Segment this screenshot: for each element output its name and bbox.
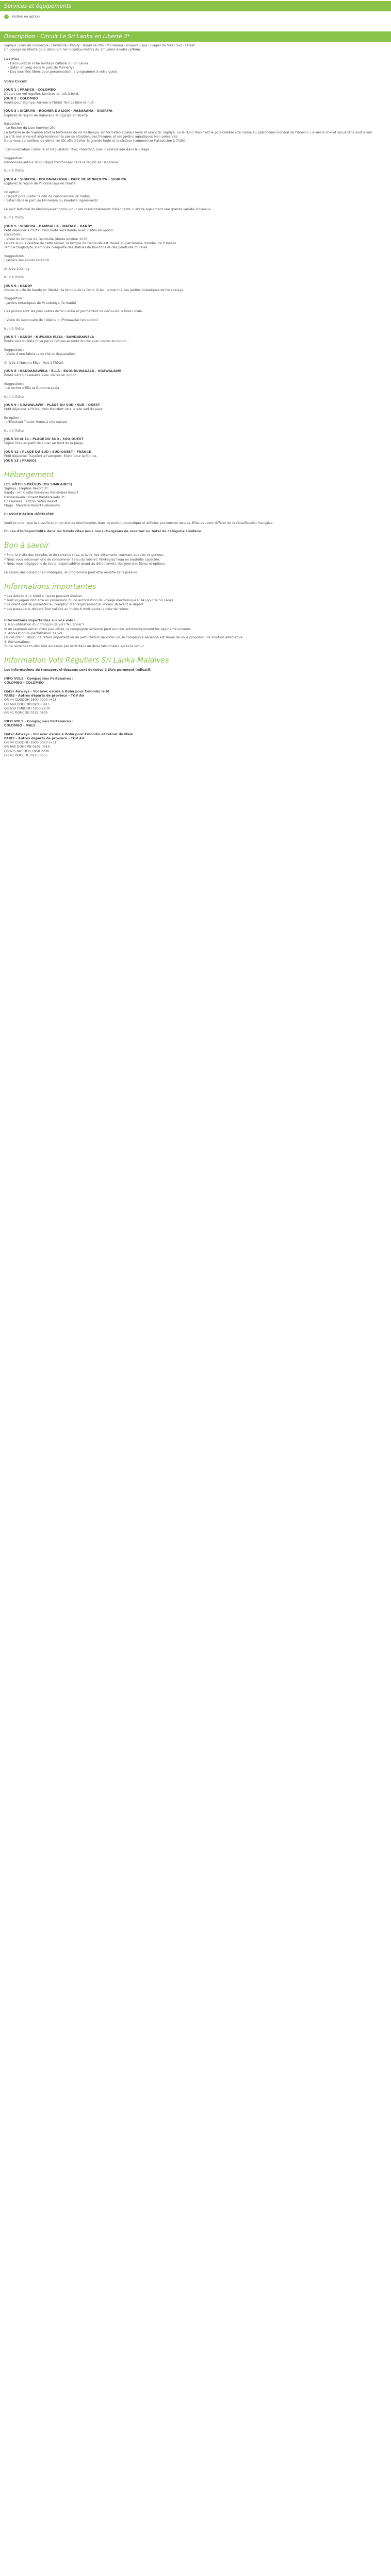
bon-line: * Pour la visite des temples et de certains sites, prévoir des vêtements couvrant épaules et genoux.	[4, 553, 165, 557]
day-line: En option :	[4, 416, 22, 420]
intro-line: Un voyage en liberté pour découvrir les incontournables du Sri Lanka à votre rythme.	[4, 48, 141, 52]
day-line	[4, 152, 379, 156]
day-line: Petit déjeuner à l'hôtel. Puis transfert vers le site sud du pays.	[4, 408, 104, 412]
day-block	[4, 88, 379, 105]
day-line	[4, 378, 379, 382]
vols-line	[4, 715, 379, 719]
day-line	[4, 391, 379, 395]
day-line: Suggestion :	[4, 348, 24, 352]
day-line: JOUR 13 : FRANCE	[4, 459, 37, 463]
vols-list	[4, 668, 379, 758]
day-line: - Le rocher d'Ella et Buduruwagala	[4, 386, 59, 391]
day-block	[4, 178, 379, 221]
info-line: * Les détails d'un hôtel à l'autre peuvent évoluer.	[4, 594, 83, 598]
description-header: Description - Circuit Le Sri Lanka en Liberté 3*	[0, 31, 391, 42]
info-section	[0, 575, 383, 649]
day-line	[4, 263, 379, 267]
day-line: Nuit à l'hôtel.	[4, 429, 26, 433]
day-line: Route vers Nuwara Eliya par la fabuleuse route du thé avec visites en option :	[4, 340, 129, 344]
hebergement-section	[0, 463, 383, 534]
day-line: Suggestion :	[4, 156, 24, 160]
hebergement-line: En cas d'indisponibilité dans les hôtels cités nous nous chargeons de réserver un hôtel de catégorie similaire.	[4, 530, 203, 534]
vols-line: PARIS - Autres départs de province - TGV Air	[4, 693, 85, 698]
day-line: - Le Rocher du Lion (environ 2h)	[4, 126, 56, 130]
plus-list	[4, 62, 379, 75]
bon-line: En raison des conditions climatiques, le programme peut être modifié sans préavis.	[4, 570, 138, 574]
bon-section	[0, 534, 383, 574]
info-line: * Le client doit se présenter au comptoir d'enregistrement au moins 3h avant le départ.	[4, 603, 144, 607]
day-line: JOUR 2 : COLOMBO	[4, 96, 38, 100]
days-container	[4, 88, 379, 463]
service-item	[0, 11, 391, 22]
day-line: - Safari dans le parc de Minneriya ou Kaudulla (après-midi)	[4, 199, 99, 203]
day-line	[4, 165, 379, 169]
bon-list	[4, 553, 379, 574]
tail-line: 3. Réclamations	[4, 640, 30, 644]
vols-title: Information Vols Réguliers Sri Lanka Maldives	[4, 656, 169, 665]
hebergement-line	[4, 509, 379, 513]
day-line: Départ sur vol régulier. Services et nuit à bord.	[4, 92, 79, 96]
day-line	[4, 250, 379, 254]
info-title: Informations importantes	[4, 582, 96, 591]
day-line: Petit déjeuner. Transfert à l'aéroport. Envol pour la France.	[4, 454, 97, 459]
day-block	[4, 225, 379, 280]
info-line: * Tout voyageur doit être en possession d'une autorisation de voyage électronique (ETA) pour le Sri Lanka.	[4, 599, 175, 603]
day-line	[4, 186, 379, 190]
day-line: Séjour libre en petit déjeuner au bord de la plage.	[4, 442, 84, 446]
vols-line: QR 675 MLEDOH 1950 2230	[4, 749, 50, 753]
bon-line	[4, 566, 379, 570]
info-line: * Les passeports doivent être valides au moins 6 mois après la date de retour.	[4, 607, 129, 611]
day-line: Nuit à l'hôtel.	[4, 169, 26, 173]
hebergement-line: LES HÔTELS PRÉVUS (OU SIMILAIRES)	[4, 482, 72, 486]
vols-section	[0, 649, 383, 758]
hebergement-line: Bandarawela : Orient Bandarawela 3*	[4, 495, 65, 499]
tail-line: Informations importantes sur vos vols :	[4, 619, 75, 623]
day-block	[4, 284, 379, 331]
day-line	[4, 344, 379, 348]
tail-line: 1. Non-utilisation d'un tronçon de vol ("No Show")	[4, 623, 84, 627]
vols-line: COLOMBO - MALE	[4, 724, 36, 727]
hebergement-line: Udawalawe : Kithmi Safari Resort	[4, 500, 58, 504]
day-line: Nuit à l'hôtel.	[4, 395, 26, 399]
day-line: Route vers Udawalawe avec visites en option :	[4, 374, 79, 378]
hebergement-line: Sigiriya : Elephas Resort 3*	[4, 487, 48, 491]
day-line: La forteresse de Sigiriya était la forteresse du roi Kashyapa. Un formidable palais royal et une cité, Sigiriya, ou le "Lion Rock" est le plus célèbre site classé au patrimoine mondial de l'Unesco. La vieille ville et ses jardins sont à voir.	[4, 130, 373, 134]
vols-line: QR 41 DOHCDG 0125 0635	[4, 754, 48, 758]
day-block	[4, 109, 379, 173]
day-line: JOUR 8 : BANDARAWELA - ELLA - BUDURUWAGALA - UDAWALAWE	[4, 369, 121, 373]
vols-line: QR 660 DOHCMB 0205 0915	[4, 745, 50, 749]
tail-line: 2. Annulation ou perturbation de vol	[4, 631, 62, 635]
day-line: Explorez la région de Polonnaruwa en liberté.	[4, 182, 77, 186]
vols-line: Qatar Airways - Vol avec escale à Doha pour Colombo le M	[4, 689, 109, 693]
vols-line: QR 659 CMBDOH 1950 2230	[4, 706, 50, 710]
day-block	[4, 437, 379, 463]
day-line: Le site le plus célèbre de cette région, le temple de Dambulla est classé au patrimoine mondial de l'Unesco.	[4, 241, 177, 245]
vols-line	[4, 672, 379, 676]
vols-line: PARIS - Autres départs de province - TGV Air	[4, 736, 85, 740]
hebergement-line	[4, 517, 379, 521]
day-line: Suggestions :	[4, 254, 26, 258]
day-block	[4, 403, 379, 433]
bon-title: Bon à savoir	[4, 541, 49, 550]
day-line: Ces jardins sont les plus vastes du Sri Lanka et permettent de découvrir la flore locale.	[4, 310, 143, 314]
hebergement-line: CLASSIFICATION HÔTELIÈRE	[4, 512, 55, 516]
day-line: JOUR 7 : KANDY - NUWARA ELIYA - BANDARAWELA	[4, 335, 94, 339]
day-line: Suggestion :	[4, 297, 24, 301]
vols-line: QR 44 CDGDOH 1600 0020 (+1)	[4, 741, 56, 745]
day-line: Randonnée autour d'un village traditionnel dans la région de Habarana.	[4, 160, 119, 164]
description-content	[0, 42, 383, 463]
vols-line: QR 660 DOHCMB 0205 0915	[4, 702, 50, 706]
day-line: La cité ancienne est impressionnante par sa situation, ses fresques et ses jardins aquatiques bien préservés.	[4, 135, 178, 139]
hebergement-line: Kandy : Hill Castle Kandy ou Randholee Resort	[4, 491, 78, 495]
day-line: JOUR 12 : PLAGE DU SUD / SUD-OUEST - FRANCE	[4, 450, 91, 454]
vols-line: Qatar Airways - Vol avec escale à Doha pour Colombo et retour de Male	[4, 732, 133, 736]
day-line: Le parc National de Minneriya est connu pour ses rassemblements d'éléphants. Il abrite également une grande variété d'oiseaux.	[4, 207, 212, 211]
hebergement-line	[4, 526, 379, 530]
day-line: Nuit à l'hôtel.	[4, 216, 26, 220]
day-line: Exception :	[4, 122, 22, 126]
circuit-title: Votre Circuit	[4, 79, 27, 83]
day-line: - Départ pour visiter la cité de Polonnaruwa (la matin)	[4, 194, 91, 198]
circle-icon	[4, 14, 9, 19]
day-line: JOUR 1 : FRANCE - COLOMBO	[4, 88, 56, 92]
info-list	[4, 595, 379, 612]
vols-line: INFO VOLS - Compagnies Partenaires :	[4, 676, 74, 681]
day-line	[4, 293, 379, 297]
day-line: - Visite d'une fabrique de thé et dégustation	[4, 352, 75, 356]
day-line: Petit déjeuner à l'hôtel. Puis route vers Kandy avec visites en option :	[4, 228, 115, 232]
services-header: Services et équipements	[0, 1, 391, 11]
day-line: JOUR 9 : UDAWALAWE - PLAGE DU SUD / SUD - OUEST	[4, 403, 100, 407]
day-line	[4, 425, 379, 429]
tail-line: Toute réclamation doit être adressée par écrit dans un délai raisonnable après le retour.	[4, 644, 145, 648]
hebergement-list	[4, 483, 379, 534]
day-line: - Visite du temple de Dambulla (durée environ 1h30)	[4, 237, 89, 241]
day-line: JOUR 10 et 11 : PLAGE DU SUD / SUD-OUEST	[4, 437, 84, 442]
plus-title: Les Plus	[4, 57, 19, 61]
vols-line: COLOMBO - COLOMBO	[4, 681, 44, 685]
hebergement-title: Hébergement	[4, 470, 54, 479]
day-line: JOUR 3 : SIGIRIYA - ROCHER DU LION - HABARANA - SIGIRIYA	[4, 109, 112, 113]
tail-list	[4, 619, 379, 649]
day-line: - Jardins botaniques de Peradeniya (le matin)	[4, 301, 76, 305]
day-line	[4, 272, 379, 276]
day-line: Exception :	[4, 233, 22, 237]
day-block	[4, 369, 379, 399]
day-block	[4, 335, 379, 365]
tail-line: En cas d'annulation, de retard important ou de perturbation de votre vol, la compagnie aérienne est tenue de vous proposer une solution alternative.	[4, 636, 244, 640]
day-line: Explorez la région de Habarana et Sigiriya en liberté.	[4, 113, 89, 117]
bon-line: * Nous nous dégageons de toute responsabilité quant au déroulement des journées libres et options.	[4, 562, 166, 566]
bon-line: * Nous vous déconseillons de consommer l'eau du robinet. Privilégiez l'eau en bouteille capsulée.	[4, 557, 160, 562]
vols-line: Les informations de transport ci-dessous sont données à titre purement indicatif.	[4, 668, 152, 672]
day-line: - L'Éléphant Transit Home à Udawalawe	[4, 420, 68, 425]
day-line: Nuit à l'hôtel.	[4, 327, 26, 331]
day-line	[4, 412, 379, 416]
day-line: JOUR 4 : SIGIRIYA - POLONNARUWA - PARC DE MINNERIYA - SIGIRIYA	[4, 177, 126, 181]
hebergement-line: Plage : Mandara Resort Hikkaduwa	[4, 504, 60, 508]
vols-line: QR 44 CDGDOH 1600 0020 (+1)	[4, 698, 56, 702]
day-line: Suggestion :	[4, 382, 24, 386]
day-line	[4, 118, 379, 122]
day-line	[4, 144, 379, 148]
day-line	[4, 446, 379, 450]
vols-line	[4, 728, 379, 732]
page	[0, 0, 391, 758]
day-line: Temple troglodyte, Dambulla comporte des statues du Bouddha et des peintures murales.	[4, 246, 149, 250]
day-line: - Démonstration culinaire et Dégustation chez l'habitant, suivi d'une balade dans le village	[4, 147, 150, 151]
intro-line: Sigiriya - Parc de minneriya - Dambulla - Kandy - Route du thé - Pinnawela - Nuwara Eliya - Plages du Sud / Sud - Ouest	[4, 44, 195, 47]
day-line: Nuit à l'hôtel.	[4, 276, 26, 280]
vols-line	[4, 685, 379, 689]
plus-item: • Des journées libres pour personnaliser le programme à votre guise	[7, 70, 379, 74]
day-line: En option :	[4, 190, 22, 194]
day-line: Arrivée à Nuwara Eliya. Nuit à l'hôtel.	[4, 361, 64, 365]
day-line	[4, 212, 379, 216]
day-line: JOUR 6 : KANDY	[4, 284, 32, 288]
day-line	[4, 204, 379, 208]
hebergement-line: Veuillez noter que la classification ou étoiles mentionnées dans ce produit touristique et définies par normes locales. Elles peuvent différer de la classification française.	[4, 521, 274, 525]
day-line	[4, 314, 379, 318]
day-line: Arrivée à Kandy.	[4, 267, 30, 271]
day-line: - Visite du sanctuaire de l'éléphant (Pinnawela) (en option)	[4, 318, 98, 322]
day-line	[4, 357, 379, 361]
day-line: Route pour Sigiriya. Arrivée à l'hôtel. Temps libre et nuit.	[4, 100, 95, 105]
day-line: Visitez la ville de Kandy en liberté : le temple de la Dent, le lac, le marché, les jardins botaniques de Peradeniya.	[4, 288, 185, 292]
day-line: Nous vous conseillons de démarrer tôt afin d'éviter la grande foule et la chaleur (commencer l'ascension à 7h30).	[4, 139, 187, 143]
vols-line: INFO VOLS - Compagnies Partenaires :	[4, 719, 74, 723]
plus-item: • Safari en jeep dans le parc de Minneriya	[7, 66, 379, 70]
day-line	[4, 323, 379, 327]
plus-item: • Découvrez le riche héritage culturel du Sri Lanka	[7, 62, 379, 66]
day-line: - Jardins des épices (gratuit)	[4, 259, 50, 263]
day-line: JOUR 5 : SIGIRIYA - DAMBULLA - MATALE - KANDY	[4, 224, 92, 228]
tail-line: Si un segment aérien n'est pas utilisé, la compagnie aérienne peut annuler automatiquement les segments suivants.	[4, 627, 192, 631]
service-label: Visites en option	[12, 14, 40, 19]
vols-line: QR 41 DOHCDG 0125 0635	[4, 711, 48, 715]
